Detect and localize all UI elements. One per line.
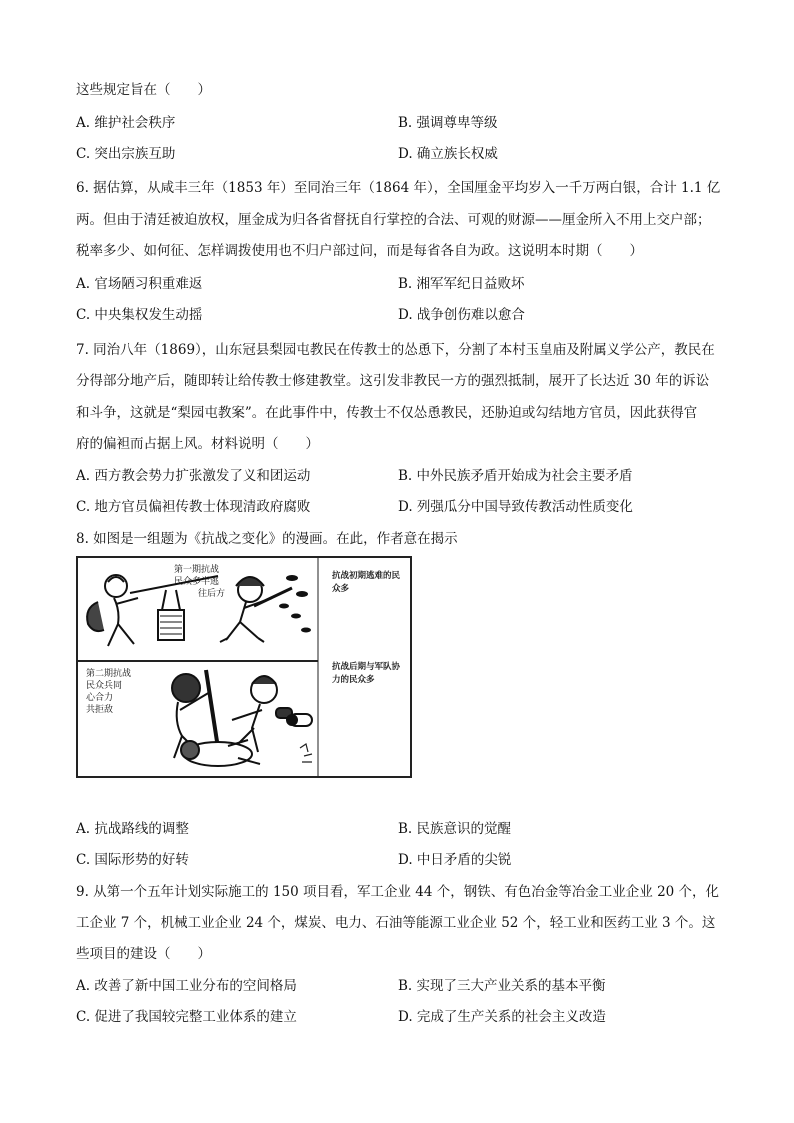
caption-top-line-2: 众多 [332, 584, 350, 594]
artist-signature [300, 744, 312, 762]
q6-option-b[interactable]: B. 湘军军纪日益败坏 [398, 276, 525, 292]
q5-stem: 这些规定旨在（ ） [76, 82, 211, 98]
defeated-enemy-figure [181, 740, 260, 766]
soldier-figure [220, 577, 292, 642]
q8-option-b[interactable]: B. 民族意识的觉醒 [398, 821, 512, 837]
bullet-marks [279, 575, 311, 633]
q6-line-3: 税率多少、如何征、怎样调拨使用也不归户部过问，而是每省各自为政。这说明本时期（ ） [76, 243, 643, 259]
q6-option-d[interactable]: D. 战争创伤难以愈合 [398, 307, 525, 323]
sign-top-line-1: 第一期抗战 [174, 565, 220, 575]
q6-line-1: 6. 据估算，从咸丰三年（1853 年）至同治三年（1864 年），全国厘金平均岁入一千万两白银，合计 1.1 亿 [76, 180, 721, 196]
q8-option-d[interactable]: D. 中日矛盾的尖锐 [398, 852, 512, 868]
q7-option-d[interactable]: D. 列强瓜分中国导致传教活动性质变化 [398, 499, 633, 515]
q8-stem: 8. 如图是一组题为《抗战之变化》的漫画。在此，作者意在揭示 [76, 531, 458, 547]
q8-option-a[interactable]: A. 抗战路线的调整 [76, 821, 189, 837]
q5-option-a[interactable]: A. 维护社会秩序 [76, 115, 176, 131]
q9-line-2: 工企业 7 个，机械工业企业 24 个，煤炭、电力、石油等能源工业企业 52 个，轻工业和医药工业 3 个。这 [76, 915, 716, 931]
q5-option-b[interactable]: B. 强调尊卑等级 [398, 115, 498, 131]
soldier-figure-bottom [232, 676, 292, 752]
caption-bottom-line-1: 抗战后期与军队协 [332, 662, 401, 672]
sign-bottom-line-4: 共拒敌 [86, 705, 114, 715]
q9-option-c[interactable]: C. 促进了我国较完整工业体系的建立 [76, 1009, 297, 1025]
q9-line-3: 些项目的建设（ ） [76, 946, 211, 962]
sign-top-line-2: 民众多半逃 [174, 577, 220, 587]
q5-option-c[interactable]: C. 突出宗族互助 [76, 146, 176, 162]
q5-option-d[interactable]: D. 确立族长权威 [398, 146, 498, 162]
q7-line-4: 府的偏袒而占据上风。材料说明（ ） [76, 436, 319, 452]
q7-line-1: 7. 同治八年（1869），山东冠县梨园屯教民在传教士的怂恿下，分割了本村玉皇庙及附属义学公产，教民在 [76, 342, 715, 358]
q6-line-2: 两。但由于清廷被迫放权，厘金成为归各省督抚自行掌控的合法、可观的财源——厘金所入不用上交户部； [76, 212, 711, 228]
sign-top-text [174, 563, 225, 599]
sign-top-line-3: 往后方 [198, 589, 226, 599]
q7-option-b[interactable]: B. 中外民族矛盾开始成为社会主要矛盾 [398, 468, 633, 484]
q7-line-3: 和斗争，这就是“梨园屯教案”。在此事件中，传教士不仅怂恿教民，还胁迫或勾结地方官员，因此获得官 [76, 405, 698, 421]
q7-option-a[interactable]: A. 西方教会势力扩张激发了义和团运动 [76, 468, 311, 484]
q7-option-c[interactable]: C. 地方官员偏袒传教士体现清政府腐败 [76, 499, 311, 515]
sign-bottom-line-2: 民众兵同 [86, 681, 123, 691]
q9-line-1: 9. 从第一个五年计划实际施工的 150 项目看，军工企业 44 个，钢铁、有色冶金等冶金工业企业 20 个，化 [76, 884, 720, 900]
caption-bottom-line-2: 力的民众多 [332, 675, 375, 685]
sign-bottom-line-3: 心合力 [86, 693, 114, 703]
q6-option-c[interactable]: C. 中央集权发生动摇 [76, 307, 203, 323]
q8-comic [76, 556, 412, 778]
sign-bottom-text [86, 667, 131, 715]
q9-option-b[interactable]: B. 实现了三大产业关系的基本平衡 [398, 978, 606, 994]
q9-option-a[interactable]: A. 改善了新中国工业分布的空间格局 [76, 978, 297, 994]
caption-top-line-1: 抗战初期逃难的民 [332, 571, 401, 581]
sign-bottom-line-1: 第二期抗战 [86, 669, 132, 679]
q7-line-2: 分得部分地产后，随即转让给传教士修建教堂。这引发非教民一方的强烈抵制，展开了长达近 30 年的诉讼 [76, 373, 710, 389]
q8-option-c[interactable]: C. 国际形势的好转 [76, 852, 189, 868]
q6-option-a[interactable]: A. 官场陋习积重难返 [76, 276, 203, 292]
q9-option-d[interactable]: D. 完成了生产关系的社会主义改造 [398, 1009, 606, 1025]
cannon-shell-icon [287, 714, 312, 726]
